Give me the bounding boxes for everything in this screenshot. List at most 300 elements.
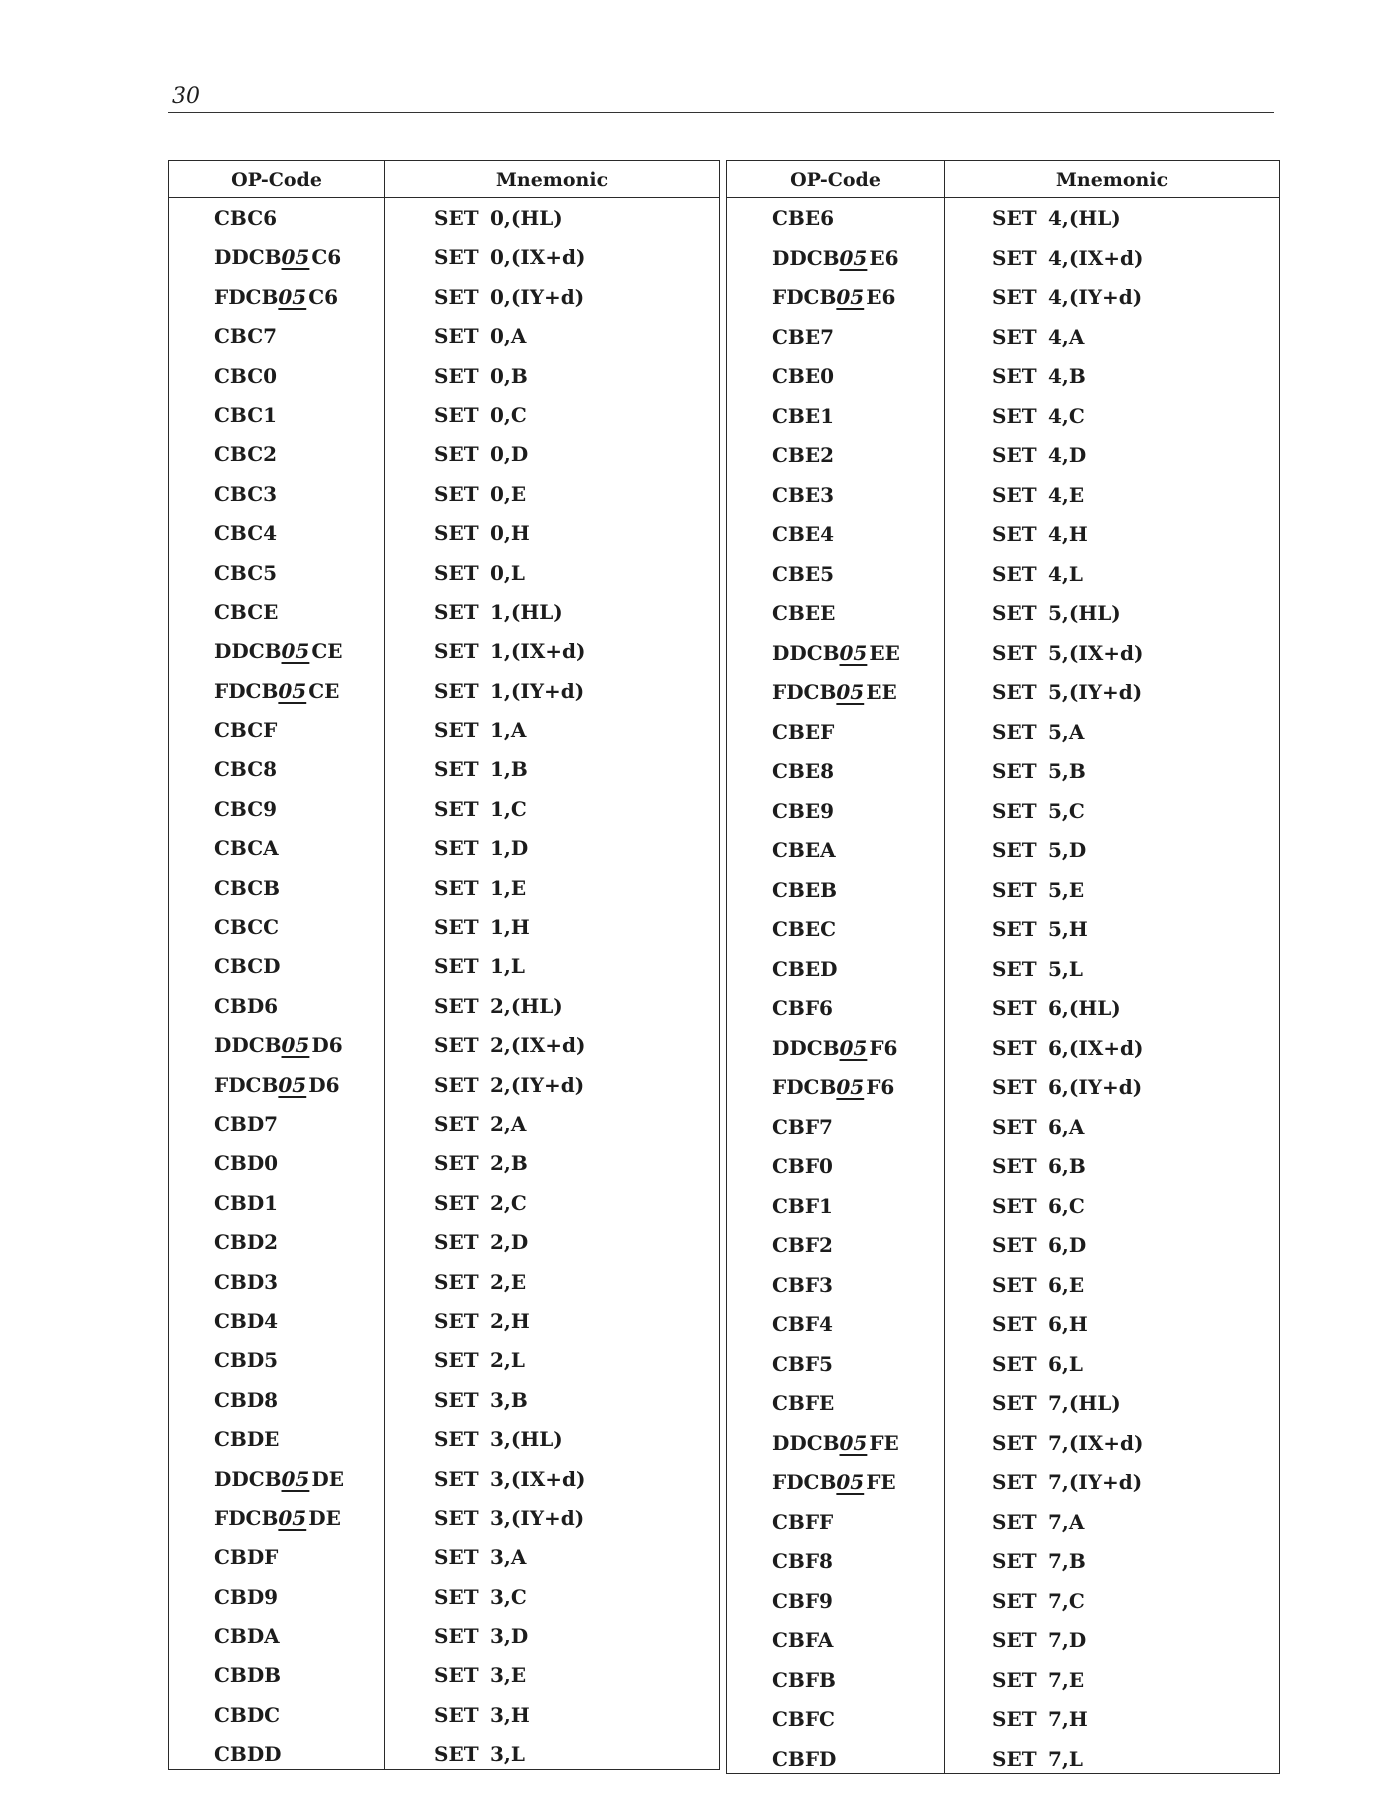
mnemonic-cell [434, 1663, 527, 1688]
opcode-cell [772, 641, 900, 665]
mnemonic-operands: 2,C [490, 1190, 527, 1215]
table-row [727, 1660, 1279, 1700]
mnemonic-instruction: SET [992, 1470, 1037, 1494]
mnemonic-cell [434, 796, 527, 821]
mnemonic-cell [434, 757, 528, 782]
page-number: 30 [172, 84, 200, 109]
opcode-prefix: CBED [772, 956, 838, 981]
table-row [727, 1383, 1279, 1423]
opcode-cell [772, 799, 834, 823]
mnemonic-cell [992, 245, 1144, 270]
table-row [169, 1419, 719, 1458]
opcode-prefix: DDCB [772, 640, 840, 665]
mnemonic-cell [992, 561, 1083, 586]
mnemonic-cell [434, 718, 527, 743]
opcode-cell [214, 1742, 282, 1766]
mnemonic-operands: 3,H [490, 1702, 530, 1727]
table-row [169, 1498, 719, 1537]
opcode-cell [772, 601, 835, 625]
opcode-prefix: FDCB [214, 284, 279, 309]
mnemonic-cell [434, 442, 529, 467]
opcode-prefix: FDCB [214, 1505, 279, 1530]
mnemonic-cell [992, 1035, 1144, 1060]
opcode-suffix: E6 [869, 245, 899, 270]
mnemonic-instruction: SET [992, 838, 1037, 862]
opcode-prefix: FDCB [772, 680, 837, 704]
mnemonic-cell [992, 1430, 1144, 1455]
opcode-offset: 05 [278, 1505, 307, 1530]
mnemonic-instruction: SET [992, 1667, 1037, 1692]
opcode-cell [214, 561, 277, 585]
mnemonic-instruction: SET [992, 1430, 1037, 1455]
mnemonic-instruction: SET [992, 759, 1037, 783]
opcode-prefix: CBD4 [214, 1308, 279, 1333]
mnemonic-instruction: SET [992, 364, 1037, 388]
table-row [169, 671, 719, 710]
opcode-cell [214, 364, 277, 388]
opcode-suffix: D6 [308, 1072, 340, 1097]
opcode-offset: 05 [278, 284, 307, 309]
mnemonic-operands: 2,B [490, 1151, 528, 1176]
mnemonic-instruction: SET [434, 481, 479, 506]
opcode-cell [772, 1510, 833, 1534]
table-row [727, 1304, 1279, 1344]
opcode-prefix: CBE8 [772, 759, 834, 783]
table-row [727, 1067, 1279, 1107]
mnemonic-cell [992, 522, 1088, 546]
mnemonic-cell [434, 402, 527, 427]
mnemonic-cell [434, 599, 563, 624]
mnemonic-cell [992, 838, 1087, 862]
opcode-prefix: CBDF [214, 1545, 279, 1570]
opcode-prefix: CBE2 [772, 443, 834, 467]
mnemonic-instruction: SET [434, 1111, 479, 1136]
table-row [727, 1581, 1279, 1621]
mnemonic-operands: 7,D [1048, 1628, 1087, 1652]
table-row [169, 553, 719, 592]
opcode-prefix: CBCD [214, 954, 281, 979]
table-row [727, 672, 1279, 712]
table-row [727, 554, 1279, 594]
mnemonic-operands: 1,A [490, 718, 527, 743]
mnemonic-operands: 6,B [1048, 1154, 1086, 1178]
opcode-suffix: DE [308, 1505, 341, 1530]
mnemonic-operands: 5,(IX+d) [1048, 640, 1144, 665]
mnemonic-cell [992, 1391, 1121, 1415]
mnemonic-operands: 1,(IX+d) [490, 639, 586, 664]
table-row [169, 316, 719, 355]
mnemonic-instruction: SET [992, 719, 1037, 744]
mnemonic-operands: 3,C [490, 1584, 527, 1609]
mnemonic-cell [992, 206, 1121, 230]
mnemonic-cell [992, 1351, 1083, 1376]
mnemonic-cell [434, 836, 529, 861]
opcode-offset: 05 [839, 1035, 868, 1060]
mnemonic-cell [992, 1193, 1085, 1218]
mnemonic-cell [434, 875, 527, 900]
opcode-prefix: CBE1 [772, 403, 834, 428]
table-row [727, 1344, 1279, 1384]
opcode-cell [772, 1707, 835, 1731]
opcode-cell [772, 1154, 833, 1178]
opcode-prefix: CBE0 [772, 364, 834, 388]
opcode-prefix: FDCB [214, 1072, 279, 1097]
mnemonic-instruction: SET [434, 1348, 479, 1373]
opcode-prefix: CBD6 [214, 993, 279, 1018]
mnemonic-cell [992, 1312, 1088, 1336]
mnemonic-instruction: SET [434, 1151, 479, 1176]
opcode-cell [214, 757, 277, 781]
opcode-cell [772, 1115, 833, 1139]
opcode-prefix: FDCB [772, 1470, 837, 1494]
opcode-cell [214, 876, 280, 900]
opcode-prefix: CBC5 [214, 560, 278, 585]
table-row [727, 751, 1279, 791]
opcode-prefix: CBEB [772, 877, 837, 902]
opcode-prefix: CBF4 [772, 1312, 833, 1336]
mnemonic-operands: 2,(HL) [490, 993, 563, 1018]
opcode-prefix: CBF0 [772, 1154, 833, 1178]
table-row [169, 1616, 719, 1655]
mnemonic-instruction: SET [992, 482, 1037, 507]
opcode-suffix: C6 [311, 245, 342, 270]
mnemonic-cell [992, 798, 1085, 823]
mnemonic-cell [434, 1702, 530, 1727]
mnemonic-cell [434, 363, 528, 388]
mnemonic-instruction: SET [992, 1509, 1037, 1534]
mnemonic-operands: 2,D [490, 1230, 529, 1255]
mnemonic-column-header: Mnemonic [495, 169, 609, 191]
mnemonic-cell [992, 364, 1086, 388]
opcode-prefix: CBD8 [214, 1387, 279, 1412]
mnemonic-operands: 7,L [1048, 1746, 1083, 1771]
mnemonic-operands: 1,L [490, 954, 525, 979]
opcode-offset: 05 [281, 1033, 310, 1058]
opcode-column-header: OP-Code [790, 169, 881, 191]
table-row [169, 277, 719, 316]
table-row [727, 633, 1279, 673]
opcode-prefix: CBDD [214, 1742, 282, 1767]
opcode-prefix: DDCB [772, 245, 840, 270]
mnemonic-cell [434, 521, 530, 546]
opcode-prefix: CBDA [214, 1624, 280, 1649]
mnemonic-cell [434, 1033, 586, 1058]
mnemonic-instruction: SET [434, 599, 479, 624]
mnemonic-cell [992, 601, 1121, 625]
mnemonic-cell [992, 324, 1085, 349]
mnemonic-instruction: SET [434, 402, 479, 427]
table-row [169, 1459, 719, 1498]
table-row [169, 1537, 719, 1576]
mnemonic-column-header: Mnemonic [1055, 169, 1169, 191]
mnemonic-instruction: SET [434, 442, 479, 467]
mnemonic-cell [434, 284, 585, 309]
mnemonic-instruction: SET [434, 678, 479, 703]
opcode-cell [772, 443, 834, 467]
opcode-prefix: CBEA [772, 838, 836, 862]
opcode-prefix: CBF5 [772, 1351, 833, 1376]
opcode-offset: 05 [836, 285, 865, 309]
header-rule [168, 112, 1274, 113]
opcode-cell [214, 1467, 344, 1491]
opcode-cell [214, 521, 277, 545]
opcode-cell [772, 1352, 833, 1376]
opcode-suffix: CE [311, 639, 343, 664]
opcode-cell [772, 1194, 833, 1218]
table-row [727, 712, 1279, 752]
opcode-prefix: DDCB [214, 1466, 282, 1491]
opcode-prefix: CBDB [214, 1663, 282, 1688]
opcode-cell [214, 403, 277, 427]
mnemonic-operands: 4,H [1048, 522, 1088, 546]
opcode-prefix: DDCB [772, 1430, 840, 1455]
mnemonic-instruction: SET [434, 1190, 479, 1215]
mnemonic-cell [992, 1233, 1087, 1257]
table-row [727, 238, 1279, 278]
mnemonic-cell [434, 1072, 585, 1097]
opcode-prefix: CBEC [772, 917, 836, 941]
mnemonic-operands: 4,B [1048, 364, 1086, 388]
mnemonic-operands: 1,H [490, 915, 530, 940]
mnemonic-operands: 0,D [490, 442, 529, 467]
opcode-suffix: F6 [869, 1035, 898, 1060]
opcode-suffix: CE [308, 678, 340, 703]
opcode-offset: 05 [278, 678, 307, 703]
opcode-cell [214, 1112, 278, 1136]
table-row [727, 356, 1279, 396]
mnemonic-cell [992, 877, 1085, 902]
mnemonic-cell [434, 1151, 528, 1176]
table-row [169, 1025, 719, 1064]
opcode-prefix: CBCC [214, 915, 280, 940]
opcode-cell [214, 206, 277, 230]
opcode-cell [772, 325, 834, 349]
mnemonic-cell [992, 1746, 1083, 1771]
table-row [169, 631, 719, 670]
opcode-cell [772, 680, 897, 704]
mnemonic-instruction: SET [434, 1584, 479, 1609]
opcode-cell [772, 1470, 896, 1494]
mnemonic-instruction: SET [434, 836, 479, 861]
table-row [727, 1225, 1279, 1265]
mnemonic-operands: 5,E [1048, 877, 1085, 902]
opcode-prefix: CBFA [772, 1628, 834, 1652]
mnemonic-operands: 2,L [490, 1348, 525, 1373]
table-row [727, 396, 1279, 436]
opcode-prefix: CBEF [772, 719, 835, 744]
table-row [169, 1380, 719, 1419]
mnemonic-instruction: SET [434, 560, 479, 585]
table-row [727, 909, 1279, 949]
table-row [169, 1655, 719, 1694]
opcode-suffix: F6 [866, 1075, 895, 1099]
opcode-prefix: CBC8 [214, 757, 278, 782]
mnemonic-cell [434, 1545, 527, 1570]
opcode-prefix: CBCB [214, 875, 281, 900]
mnemonic-operands: 6,(IX+d) [1048, 1035, 1144, 1060]
mnemonic-operands: 5,(HL) [1048, 601, 1121, 625]
mnemonic-operands: 1,E [490, 875, 527, 900]
opcode-cell [214, 954, 280, 978]
mnemonic-instruction: SET [434, 757, 479, 782]
mnemonic-instruction: SET [992, 798, 1037, 823]
mnemonic-instruction: SET [434, 521, 479, 546]
opcode-prefix: CBC4 [214, 521, 278, 546]
mnemonic-instruction: SET [992, 245, 1037, 270]
mnemonic-instruction: SET [434, 1308, 479, 1333]
table-row [727, 988, 1279, 1028]
mnemonic-operands: 1,B [490, 757, 528, 782]
mnemonic-operands: 4,(IY+d) [1048, 285, 1143, 309]
table-row [727, 593, 1279, 633]
opcode-cell [214, 1191, 278, 1215]
opcode-prefix: CBFC [772, 1707, 835, 1731]
mnemonic-cell [992, 996, 1121, 1020]
opcode-cell [214, 1624, 280, 1648]
mnemonic-operands: 7,(IY+d) [1048, 1470, 1143, 1494]
table-row [727, 1502, 1279, 1542]
opcode-cell [214, 1506, 341, 1530]
mnemonic-operands: 0,(IY+d) [490, 284, 585, 309]
mnemonic-instruction: SET [992, 996, 1037, 1020]
table-row [169, 789, 719, 828]
mnemonic-cell [434, 1308, 530, 1333]
opcode-cell [214, 1703, 280, 1727]
mnemonic-cell [992, 1707, 1088, 1731]
opcode-prefix: CBC7 [214, 324, 278, 349]
mnemonic-operands: 6,A [1048, 1114, 1085, 1139]
mnemonic-operands: 7,E [1048, 1667, 1085, 1692]
opcode-suffix: DE [311, 1466, 344, 1491]
table-header [727, 161, 1279, 198]
opcode-prefix: CBF6 [772, 996, 833, 1020]
mnemonic-cell [992, 680, 1143, 704]
opcode-suffix: C6 [308, 284, 339, 309]
table-row [169, 1262, 719, 1301]
table-row [169, 1222, 719, 1261]
mnemonic-operands: 4,(IX+d) [1048, 245, 1144, 270]
opcode-prefix: CBFD [772, 1746, 837, 1771]
mnemonic-operands: 5,(IY+d) [1048, 680, 1143, 704]
mnemonic-cell [992, 1154, 1086, 1178]
opcode-cell [214, 679, 339, 703]
mnemonic-operands: 3,D [490, 1624, 529, 1649]
mnemonic-cell [434, 1742, 525, 1767]
table-row [727, 198, 1279, 238]
opcode-prefix: CBF8 [772, 1549, 833, 1573]
mnemonic-operands: 7,C [1048, 1588, 1085, 1613]
table-row [169, 1065, 719, 1104]
opcode-prefix: DDCB [214, 1033, 282, 1058]
mnemonic-cell [992, 403, 1085, 428]
mnemonic-cell [434, 1230, 529, 1255]
opcode-offset: 05 [836, 1470, 865, 1494]
opcode-prefix: DDCB [214, 245, 282, 270]
mnemonic-instruction: SET [434, 915, 479, 940]
table-row [169, 868, 719, 907]
opcode-prefix: CBE7 [772, 324, 834, 349]
table-row [169, 986, 719, 1025]
mnemonic-cell [434, 560, 525, 585]
mnemonic-cell [992, 482, 1085, 507]
mnemonic-cell [434, 1624, 529, 1649]
mnemonic-cell [434, 1111, 527, 1136]
mnemonic-cell [992, 1628, 1087, 1652]
table-row [169, 1695, 719, 1734]
table-row [169, 1301, 719, 1340]
opcode-cell [214, 1663, 281, 1687]
mnemonic-operands: 4,E [1048, 482, 1085, 507]
table-row [727, 1265, 1279, 1305]
opcode-cell [772, 917, 836, 941]
opcode-suffix: D6 [311, 1033, 343, 1058]
mnemonic-operands: 4,L [1048, 561, 1083, 586]
mnemonic-cell [434, 206, 563, 230]
mnemonic-instruction: SET [434, 1269, 479, 1294]
mnemonic-operands: 5,B [1048, 759, 1086, 783]
table-row [169, 1734, 719, 1773]
mnemonic-instruction: SET [434, 1466, 479, 1491]
mnemonic-cell [434, 678, 585, 703]
opcode-prefix: CBE6 [772, 206, 834, 230]
mnemonic-cell [992, 956, 1083, 981]
mnemonic-operands: 6,E [1048, 1272, 1085, 1297]
opcode-cell [214, 797, 277, 821]
table-row [727, 1028, 1279, 1068]
opcode-cell [772, 562, 834, 586]
opcode-prefix: FDCB [772, 285, 837, 309]
table-row [727, 791, 1279, 831]
opcode-cell [772, 1628, 833, 1652]
mnemonic-operands: 6,D [1048, 1233, 1087, 1257]
opcode-cell [772, 1391, 834, 1415]
mnemonic-instruction: SET [434, 1387, 479, 1412]
table-row [727, 1462, 1279, 1502]
mnemonic-instruction: SET [434, 954, 479, 979]
mnemonic-operands: 0,E [490, 481, 527, 506]
mnemonic-operands: 3,B [490, 1387, 528, 1412]
mnemonic-operands: 4,D [1048, 443, 1087, 467]
opcode-cell [214, 482, 277, 506]
mnemonic-operands: 3,A [490, 1545, 527, 1570]
mnemonic-instruction: SET [434, 639, 479, 664]
opcode-cell [214, 1545, 278, 1569]
mnemonic-cell [434, 639, 586, 664]
mnemonic-operands: 2,(IX+d) [490, 1033, 586, 1058]
opcode-cell [214, 1427, 279, 1451]
opcode-offset: 05 [836, 1075, 865, 1099]
opcode-cell [772, 246, 899, 270]
mnemonic-operands: 6,L [1048, 1351, 1083, 1376]
opcode-prefix: CBF9 [772, 1588, 833, 1613]
opcode-cell [772, 1549, 833, 1573]
opcode-prefix: CBDC [214, 1702, 281, 1727]
table-header [169, 161, 719, 198]
mnemonic-instruction: SET [992, 1075, 1037, 1099]
opcode-prefix: CBC1 [214, 402, 278, 427]
opcode-cell [214, 718, 277, 742]
table-row [727, 1186, 1279, 1226]
table-row [169, 1340, 719, 1379]
table-body [727, 198, 1279, 1778]
mnemonic-instruction: SET [992, 1154, 1037, 1178]
opcode-cell [772, 1589, 833, 1613]
opcode-prefix: DDCB [214, 639, 282, 664]
opcode-cell [772, 1075, 894, 1099]
table-row [169, 513, 719, 552]
mnemonic-instruction: SET [992, 1114, 1037, 1139]
table-row [169, 710, 719, 749]
